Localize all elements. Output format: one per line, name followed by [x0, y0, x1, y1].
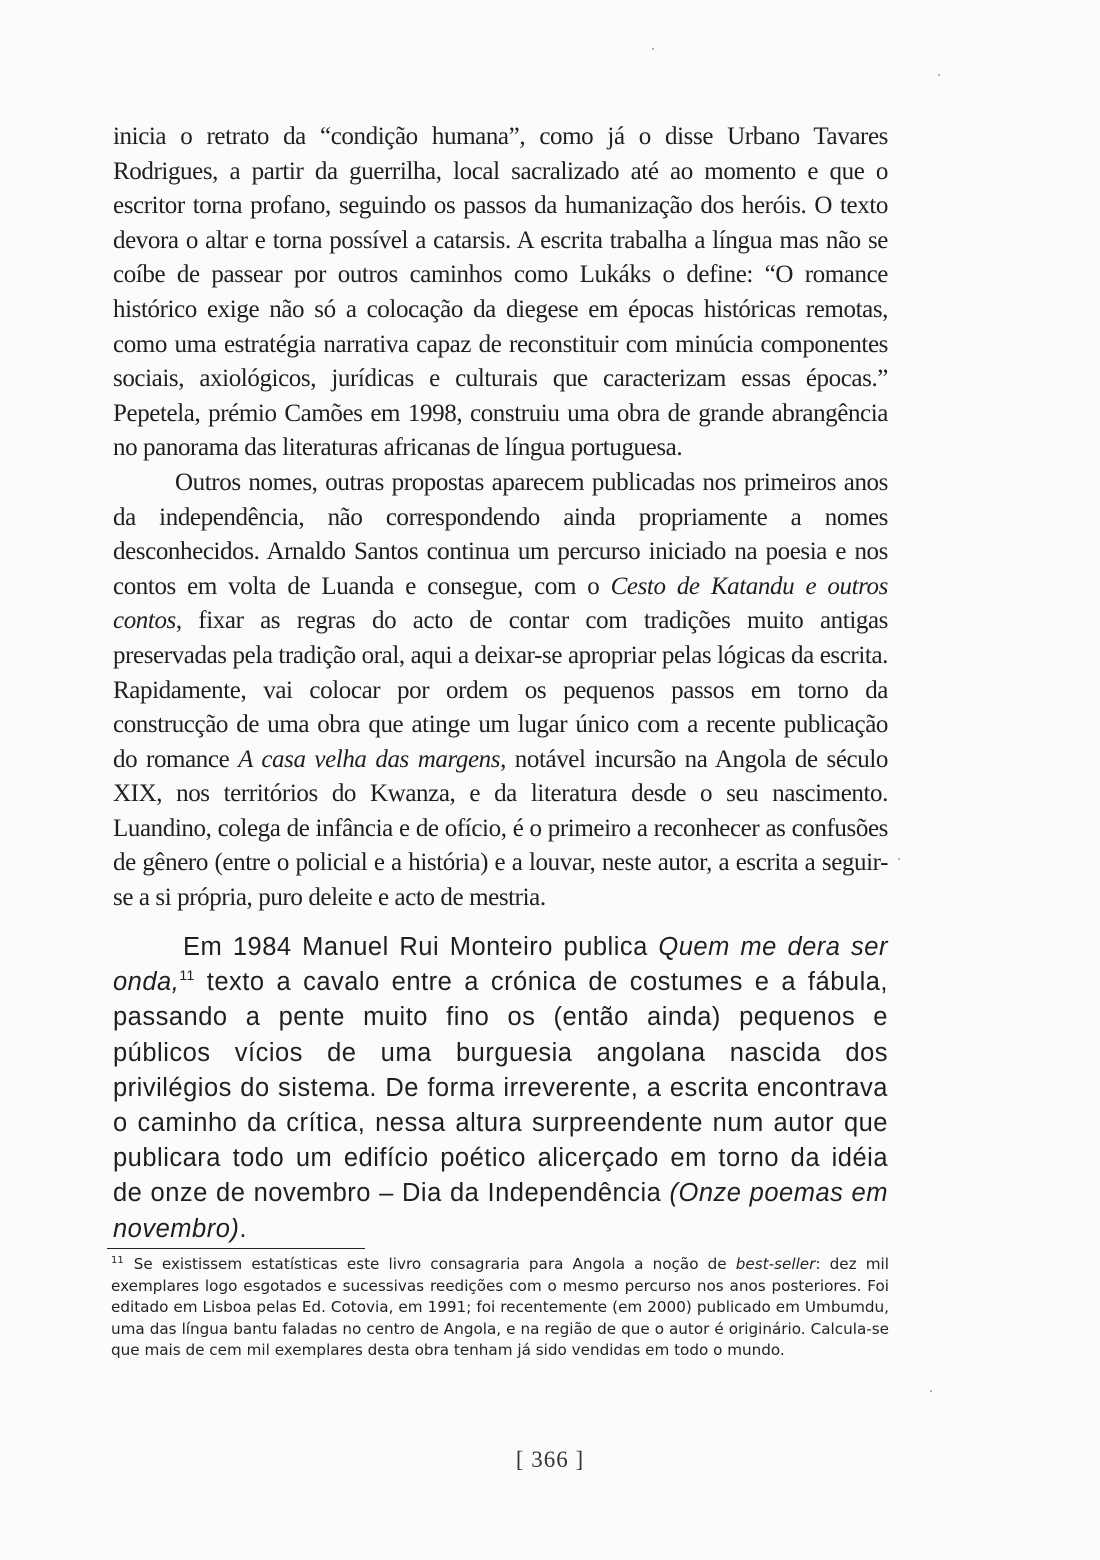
text-run: : dez mil exemplares logo esgotados e sucessivas reedições com o mesmo percurso nos anos posteriores. Foi editado em Lisboa pelas Ed. Cotovia, em 1991; foi recentemente (em 2000) publicado em Umbumdu, uma das língua bantu faladas no centro de Angola, e na região de que o autor é originário. Calcula-se que mais de cem mil exemplares desta obra tenham já sido vendidas em todo o mundo. — [111, 1255, 889, 1360]
text-run: Se existissem estatísticas este livro consagraria para Angola a noção de — [133, 1255, 736, 1273]
paragraph-arnaldo-santos — [113, 466, 888, 916]
text-run: texto a cavalo entre a crónica de costumes e a fábula, passando a pente muito fino os (então ainda) pequenos e públicos vícios de uma burguesia angolana nascida dos privilégios do sistema. De forma irreverente, a escrita encontrava o caminho da crítica, nessa altura surpreendente num autor que publicara todo um edifício poético alicerçado em torno da idéia de onze de novembro – Dia da Independência — [113, 968, 888, 1208]
scan-speck — [652, 48, 654, 50]
paragraph-manuel-rui — [113, 930, 888, 1247]
scan-speck — [930, 1390, 932, 1392]
scan-speck — [898, 858, 900, 860]
body-text-serif — [113, 120, 888, 916]
italic-title: A casa velha das margens — [238, 745, 501, 773]
text-run: Em 1984 Manuel Rui Monteiro publica — [183, 933, 659, 961]
text-run: . — [239, 1214, 247, 1243]
scan-speck — [938, 74, 940, 76]
text-run: Outros nomes, outras propostas aparecem publicadas nos primeiros anos da independência, não correspondendo ainda propriamente a nomes desconhecidos. Arnaldo Santos continua um percurso iniciado na poesia e nos contos em volta de Luanda e consegue, com o — [113, 468, 888, 600]
footnote-reference: 11 — [179, 967, 195, 984]
italic-title: Quem me dera ser onda, — [113, 933, 888, 997]
italic-title: best-seller — [735, 1255, 816, 1273]
italic-title: (Onze poemas em novembro) — [113, 1179, 888, 1243]
footnote-text — [111, 1255, 889, 1359]
body-text-sans — [113, 930, 888, 1247]
footnote-separator — [107, 1248, 365, 1249]
footnote-11 — [111, 1254, 889, 1362]
text-run: , notável incursão na Angola de século XIX, nos territórios do Kwanza, e da literatura desde o seu nascimento. Luandino, colega de infância e de ofício, é o primeiro a reconhecer as confusões de gênero (entre o policial e a história) e a louvar, neste autor, a escrita a seguir-se a si própria, puro deleite e acto de mestria. — [113, 745, 888, 912]
italic-title: Cesto de Katandu e outros contos — [113, 572, 888, 635]
page-number: [ 366 ] — [515, 1447, 585, 1472]
paragraph-continuation — [113, 120, 888, 466]
footnote-marker: 11 — [111, 1255, 124, 1266]
text-run: , fixar as regras do acto de contar com tradições muito antigas preservadas pela tradição oral, aqui a deixar-se apropriar pelas lógicas da escrita. Rapidamente, vai colocar por ordem os pequenos passos em torno da construcção de uma obra que atinge um lugar único com a recente publicação do romance — [113, 607, 888, 773]
text-run: inicia o retrato da “condição humana”, como já o disse Urbano Tavares Rodrigues, a partir da guerrilha, local sacralizado até ao momento e que o escritor torna profano, seguindo os passos da humanização dos heróis. O texto devora o altar e torna possível a catarsis. A escrita trabalha a língua mas não se coíbe de passear por outros caminhos como Lukáks o define: “O romance histórico exige não só a colocação da diegese em épocas históricas remotas, como uma estratégia narrativa capaz de reconstituir com minúcia componentes sociais, axiológicos, jurídicas e culturais que caracterizam essas épocas.” Pepetela, prémio Camões em 1998, construiu uma obra de grande abrangência no panorama das literaturas africanas de língua portuguesa. — [113, 123, 888, 462]
